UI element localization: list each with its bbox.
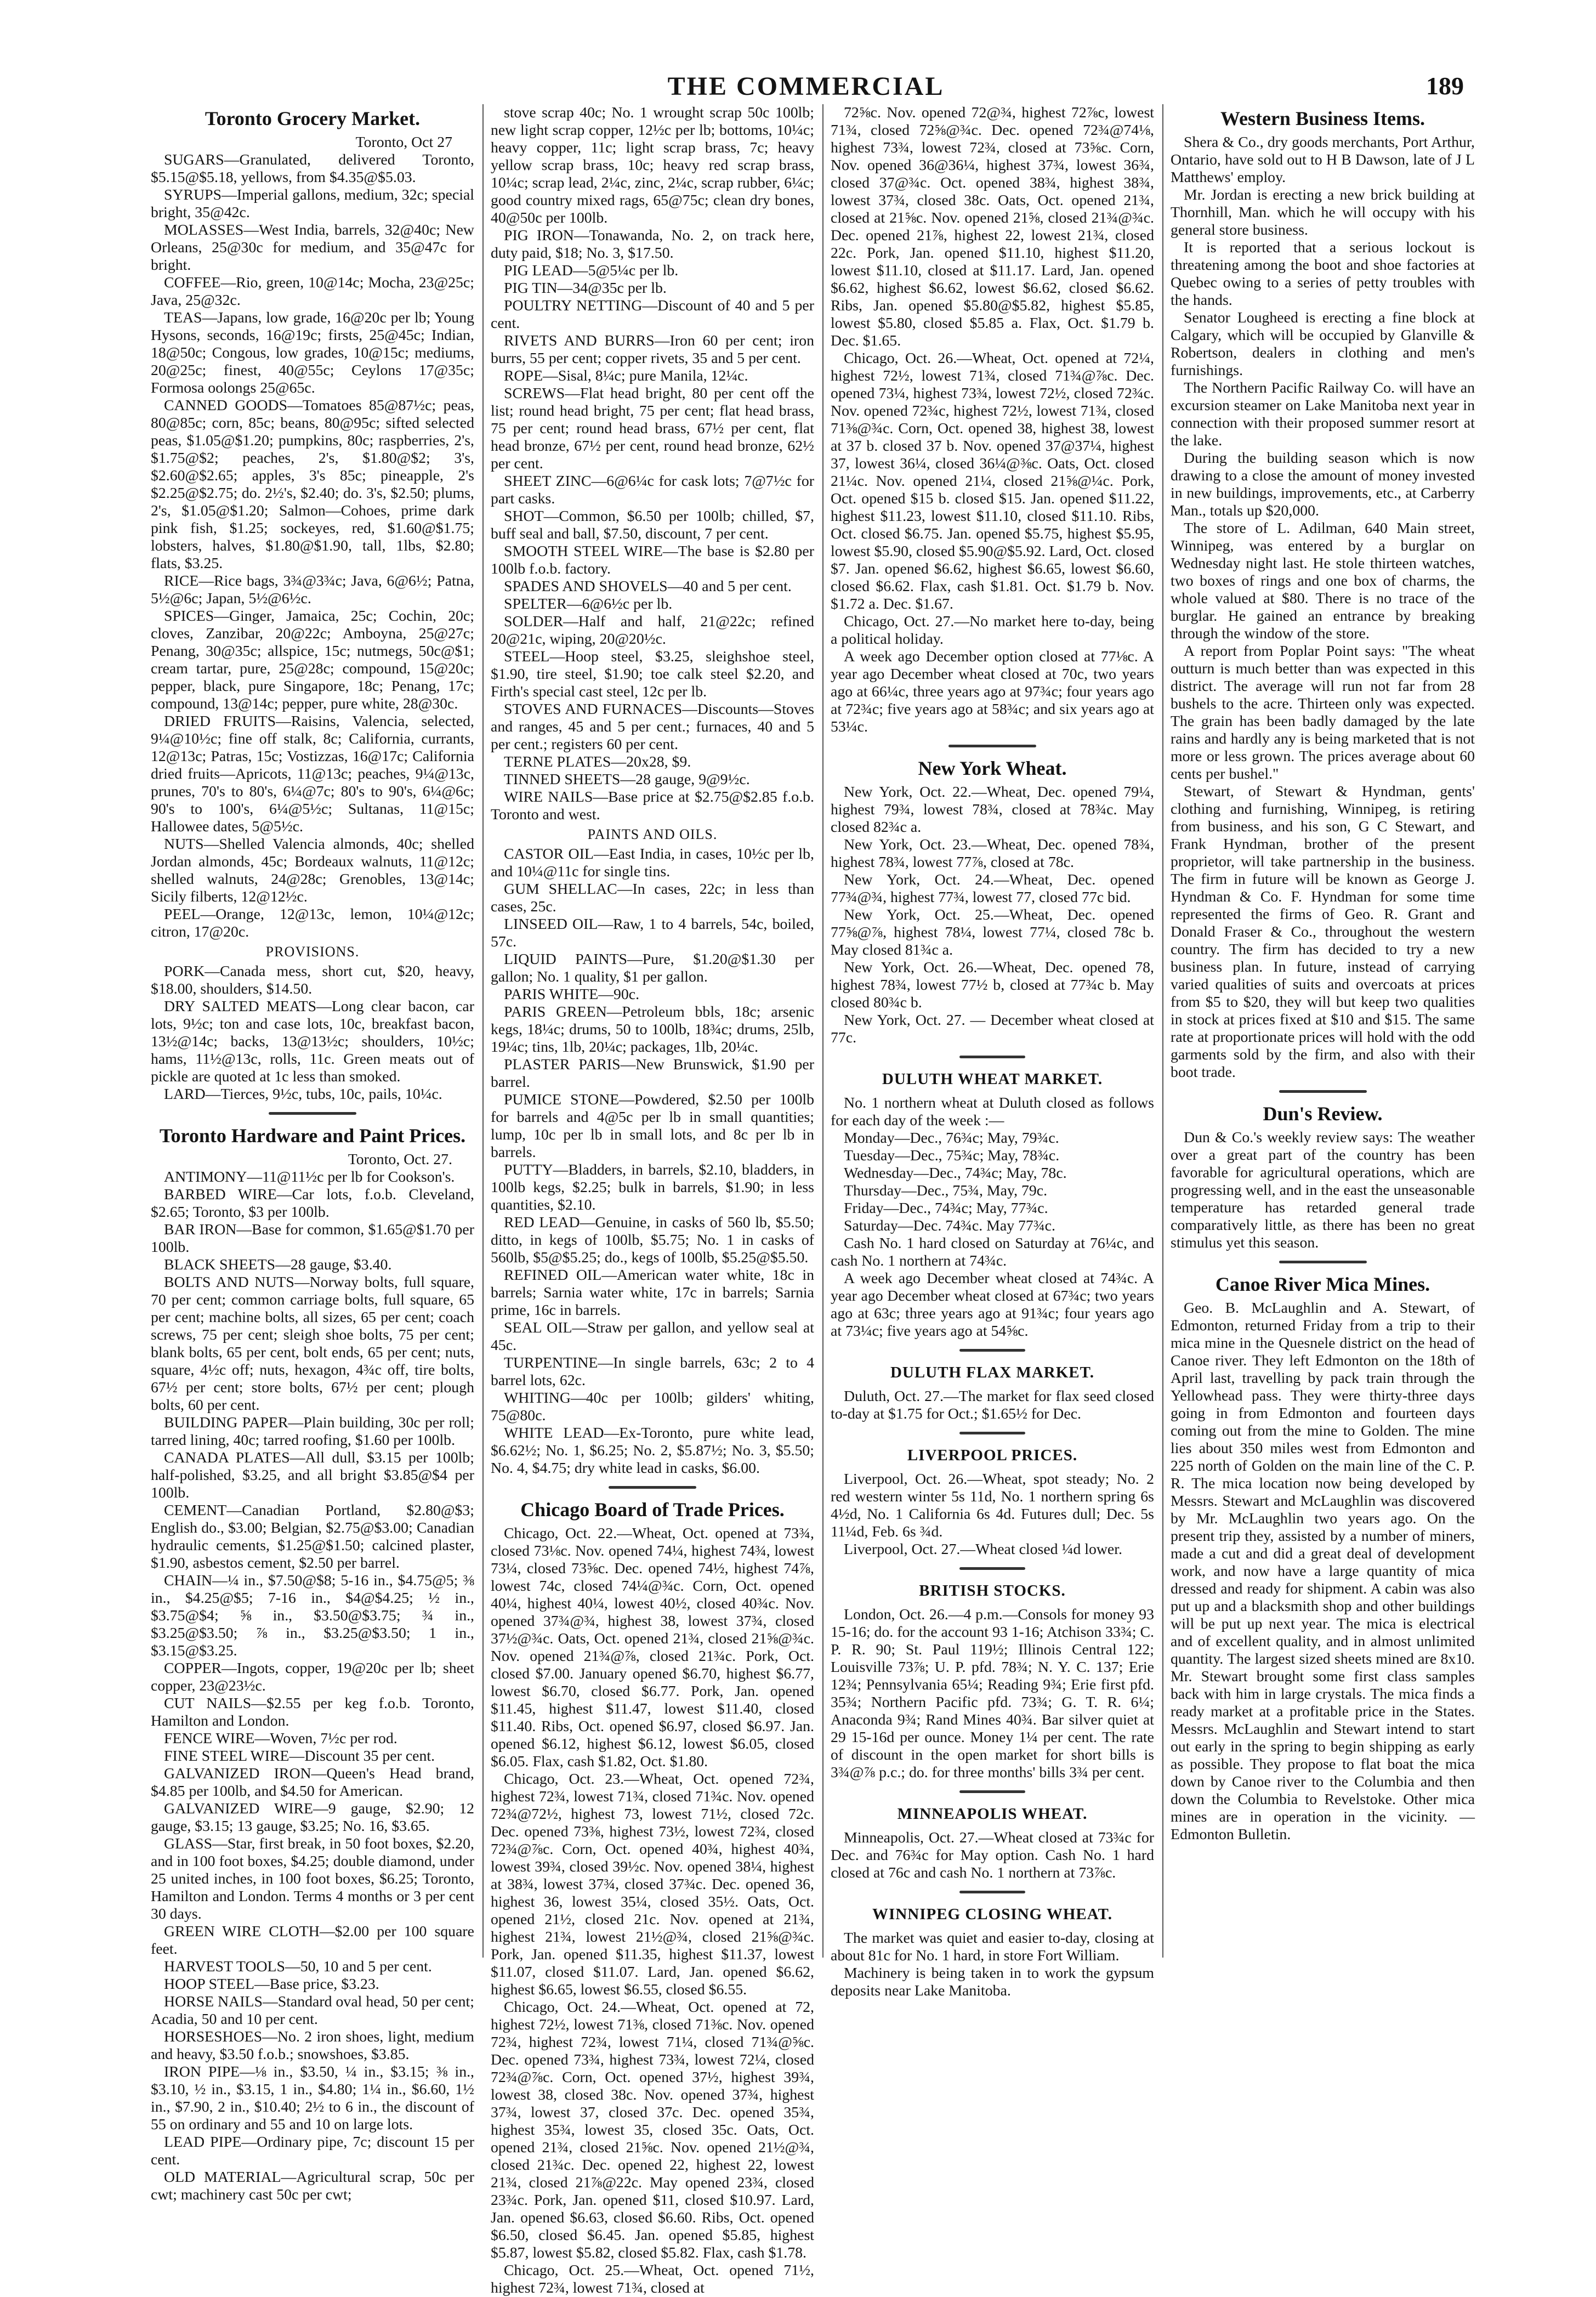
paragraph: CANNED GOODS—Tomatoes 85@87½c; peas, 80@85c; corn, 85c; beans, 80@95c; sifted selected peas, $1.05@$1.20; pumpkins, 80c; raspberries, 2's, $1.75@$2; peaches, 2's, $1.80@$2; 3's, $2.60@$2.65; apples, 3's 85c; pineapple, 2's $2.25@$2.75; do. 2½'s, $2.40; do. 3's, $2.50; plums, 2's, $1.05@$1.20; Salmon—Cohoes, prime dark pink fish, $1.25; sockeyes, red, $1.60@$1.75; lobsters, halves, $1.80@$1.90, tall, 1lbs, $2.80; flats, $3.25. (151, 397, 474, 572)
paragraph: SMOOTH STEEL WIRE—The base is $2.80 per 100lb f.o.b. factory. (491, 543, 814, 577)
sub-heading: PAINTS AND OILS. (587, 826, 718, 842)
paragraph: MOLASSES—West India, barrels, 32@40c; New Orleans, 25@30c for medium, and 35@47c for bright. (151, 222, 474, 274)
sub-heading: PROVISIONS. (265, 944, 360, 960)
paragraph: HOOP STEEL—Base price, $3.23. (164, 1976, 379, 1993)
column-rule (822, 104, 823, 1958)
paragraph: LINSEED OIL—Raw, 1 to 4 barrels, 54c, boiled, 57c. (491, 916, 814, 950)
paragraph: It is reported that a serious lockout is threatening among the boot and shoe factories at Quebec owing to a series of petty troubles with the hands. (1171, 239, 1475, 309)
paragraph: HORSESHOES—No. 2 iron shoes, light, medium and heavy, $3.50 f.o.b.; snowshoes, $3.85. (151, 2028, 474, 2063)
paragraph: London, Oct. 26.—4 p.m.—Consols for money 93 15-16; do. for the account 93 1-16; Atchison 33¾; C. P. R. 90; St. Paul 119½; Illinois Central 122; Louisville 73⅞; U. P. pfd. 78¾; N. Y. C. 137; Erie 12¾; Pennsylvania 65¼; Reading 9¾; Erie first pfd. 35¾; Northern Pacific pfd. 73¾; G. T. R. 6¼; Anaconda 9¾; Rand Mines 40¾. Bar silver quiet at 29 15-16d per ounce. Money 1¼ per cent. The rate of discount in the open market for short bills is 3¾@⅞ p.c.; do. for three months' bills 3¾ per cent. (831, 1606, 1154, 1781)
paragraph: WHITE LEAD—Ex-Toronto, pure white lead, $6.62½; No. 1, $6.25; No. 2, $5.87½; No. 3, $5.50; No. 4, $4.75; dry white lead in casks, $6.00. (491, 1425, 814, 1477)
article-body (831, 784, 1154, 1047)
paragraph: TEAS—Japans, low grade, 16@20c per lb; Young Hysons, seconds, 16@19c; firsts, 25@45c; Indian, 18@50c; Congous, low grades, 10@15c; mediums, 20@25c; finest, 40@55c; Ceylons 17@35c; Formosa oolongs 25@65c. (151, 309, 474, 396)
paragraph: HORSE NAILS—Standard oval head, 50 per cent; Acadia, 50 and 10 per cent. (151, 1993, 474, 2028)
paragraph: Machinery is being taken in to work the gypsum deposits near Lake Manitoba. (831, 1965, 1154, 1999)
paragraph: HARVEST TOOLS—50, 10 and 5 per cent. (164, 1958, 432, 1975)
paragraph: BARBED WIRE—Car lots, f.o.b. Cleveland, $2.65; Toronto, $3 per 100lb. (151, 1186, 474, 1221)
paragraph: PLASTER PARIS—New Brunswick, $1.90 per barrel. (491, 1056, 814, 1091)
paragraph: CEMENT—Canadian Portland, $2.80@$3; English do., $3.00; Belgian, $2.75@$3.00; Canadian hydraulic cements, $1.25@$1.50; calcined plaster, $1.90, asbestos cement, $2.50 per barrel. (151, 1502, 474, 1572)
paragraph: STOVES AND FURNACES—Discounts—Stoves and ranges, 45 and 5 per cent.; furnaces, 40 and 5 per cent.; registers 60 per cent. (491, 701, 814, 753)
paragraph: SHEET ZINC—6@6¼c for cask lots; 7@7½c for part casks. (491, 473, 814, 507)
section-divider (959, 1790, 1025, 1793)
paragraph: The Northern Pacific Railway Co. will have an excursion steamer on Lake Manitoba next year in connection with their proposed summer resort at the lake. (1171, 379, 1475, 449)
article-body (491, 846, 814, 1477)
paragraph: TURPENTINE—In single barrels, 63c; 2 to 4 barrel lots, 62c. (491, 1354, 814, 1389)
article-body (831, 1388, 1154, 1423)
article-body (151, 1169, 474, 2204)
paragraph: CUT NAILS—$2.55 per keg f.o.b. Toronto, Hamilton and London. (151, 1695, 474, 1729)
paragraph: SYRUPS—Imperial gallons, medium, 32c; special bright, 35@42c. (151, 186, 474, 221)
paragraph: PEEL—Orange, 12@13c, lemon, 10¼@12c; citron, 17@20c. (151, 906, 474, 940)
paragraph: Friday—Dec., 74¾c; May, 77¾c. (844, 1200, 1048, 1217)
article-title: Canoe River Mica Mines. (1215, 1273, 1430, 1295)
paragraph: Liverpool, Oct. 26.—Wheat, spot steady; No. 2 red western winter 5s 11d, No. 1 northern spring 6s 4½d, No. 1 California 6s 4d. Futures dull; Dec. 5s 11¼d, Feb. 6s ¾d. (831, 1471, 1154, 1540)
paragraph: GLASS—Star, first break, in 50 foot boxes, $2.20, and in 100 foot boxes, $4.25; double diamond, under 25 united inches, in 100 foot boxes, $6.25; Toronto, Hamilton and London. Terms 4 months or 3 per cent 30 days. (151, 1835, 474, 1922)
paragraph: BUILDING PAPER—Plain building, 30c per roll; tarred lining, 40c; tarred roofing, $1.60 per 100lb. (151, 1414, 474, 1449)
paragraph: LARD—Tierces, 9½c, tubs, 10c, pails, 10¼c. (164, 1086, 442, 1103)
section-divider (948, 745, 1036, 747)
paragraph: New York, Oct. 27. — December wheat closed at 77c. (831, 1012, 1154, 1046)
paragraph: 72⅝c. Nov. opened 72@¾, highest 72⅞c, lowest 71¾, closed 72⅝@¾c. Dec. opened 72¾@74⅛, highest 73¾, lowest 72¾, closed at 73⅝c. Corn, Nov. opened 36@36¼, highest 37¾, lowest 36¾, closed 37@¾c. Oct. opened 38¾, highest 38¾, lowest 37¾, closed 38c. Oats, Oct. opened 21¾, closed at 21⅝c. Nov. opened 21⅝, closed 21¾@¾c. Dec. opened 21⅞, highest 22, lowest 21¾, closed 22c. Pork, Jan. opened $11.10, highest $11.20, lowest $11.10, closed at $11.17. Lard, Jan. opened $6.62, highest $6.62, lowest $6.62, closed $6.62. Ribs, Jan. opened $5.80@$5.82, highest $5.85, lowest $5.80, closed $5.85 a. Flax, Oct. $1.79 b. Dec. $1.65. (831, 104, 1154, 349)
article-title: DULUTH FLAX MARKET. (890, 1364, 1095, 1381)
paragraph: PUMICE STONE—Powdered, $2.50 per 100lb for barrels and 4@5c per lb in small quantities; lump, 10c per lb in small lots, and 8c per lb in barrels. (491, 1091, 814, 1161)
paragraph: stove scrap 40c; No. 1 wrought scrap 50c 100lb; new light scrap copper, 12½c per lb; bottoms, 10¼c; heavy copper, 11c; light scrap brass, 7c; heavy yellow scrap brass, 10c; heavy red scrap brass, 10¼c; scrap lead, 2¼c, zinc, 2¼c, scrap rubber, 6¼c; good country mixed rags, 65@75c; clean dry bones, 40@50c per 100lb. (491, 104, 814, 226)
paragraph: DRIED FRUITS—Raisins, Valencia, selected, 9¼@10½c; fine off stalk, 8c; California, currants, 12@13c; Patras, 15c; Vostizzas, 16@17c; California dried fruits—Apricots, 11@13c; peaches, 9¼@13c, prunes, 70's to 80's, 6¼@7c; 80's to 90's, 6¼@6c; 90's to 100's, 6¼@5½c; Sultanas, 11@15c; Hallowee dates, 5@5½c. (151, 713, 474, 835)
section-divider (1279, 1090, 1367, 1093)
paragraph: PARIS WHITE—90c. (504, 986, 640, 1003)
paragraph: No. 1 northern wheat at Duluth closed as follows for each day of the week :— (831, 1094, 1154, 1129)
paragraph: NUTS—Shelled Valencia almonds, 40c; shelled Jordan almonds, 45c; Bordeaux walnuts, 11@12c; shelled walnuts, 24@28c; Grenobles, 13@14c; Sicily filberts, 12@12½c. (151, 836, 474, 905)
paragraph: Liverpool, Oct. 27.—Wheat closed ¼d lower. (844, 1541, 1122, 1558)
paragraph: PUTTY—Bladders, in barrels, $2.10, bladders, in 100lb kegs, $2.25; bulk in barrels, $1.90; in less quantities, $2.10. (491, 1161, 814, 1213)
paragraph: Senator Lougheed is erecting a fine block at Calgary, which will be occupied by Glanville & Robertson, dealers in clothing and men's furnishings. (1171, 309, 1475, 379)
paragraph: CANADA PLATES—All dull, $3.15 per 100lb; half-polished, $3.25, and all bright $3.85@$4 per 100lb. (151, 1449, 474, 1501)
article-title: New York Wheat. (918, 757, 1067, 779)
article-body (491, 104, 814, 824)
paragraph: FINE STEEL WIRE—Discount 35 per cent. (164, 1748, 435, 1765)
paragraph: Tuesday—Dec., 75¾c; May, 78¾c. (844, 1147, 1060, 1164)
paragraph: IRON PIPE—⅛ in., $3.50, ¼ in., $3.15; ⅜ in., $3.10, ½ in., $3.15, 1 in., $4.80; 1¼ in., $6.60, 1½ in., $7.90, 2 in., $10.40; 2½ to 6 in., the discount of 55 on ordinary and 55 and 10 on large lots. (151, 2063, 474, 2133)
paragraph: COFFEE—Rio, green, 10@14c; Mocha, 23@25c; Java, 25@32c. (151, 274, 474, 309)
paragraph: PIG LEAD—5@5¼c per lb. (504, 262, 679, 279)
section-divider (269, 1112, 356, 1115)
paragraph: FENCE WIRE—Woven, 7½c per rod. (164, 1730, 397, 1747)
article-body (831, 1606, 1154, 1782)
article-body (151, 963, 474, 1103)
paragraph: Wednesday—Dec., 74¾c; May, 78c. (844, 1165, 1067, 1182)
paragraph: RICE—Rice bags, 3¾@3¾c; Java, 6@6½; Patna, 5½@6c; Japan, 5½@6½c. (151, 572, 474, 607)
paragraph: Chicago, Oct. 26.—Wheat, Oct. opened at 72¼, highest 72½, lowest 71¾, closed 71¾@⅞c. Dec. opened 73¼, highest 73¾, lowest 72½, closed 72¾c. Nov. opened 72¾c, highest 72½, lowest 71¾, closed 71⅜@¾c. Corn, Oct. opened 38, highest 38, lowest at 37 b. closed 37 b. Nov. opened 37@37¼, highest 37, lowest 36¼, closed 36¼@⅜c. Oats, Oct. closed 21¼c. Nov. opened 21¼, closed 21⅝@¼c. Pork, Oct. opened $15 b. closed $15. Jan. opened $11.22, highest $11.23, lowest $11.10, closed $11.10. Ribs, Oct. closed $6.75. Jan. opened $5.75, highest $5.95, lowest $5.90, closed $5.90@$5.92. Lard, Oct. closed $7. Jan. opened $6.62, highest $6.65, lowest $6.60, closed $6.62. Flax, cash $1.81. Oct. $1.79 b. Nov. $1.72 a. Dec. $1.67. (831, 350, 1154, 612)
section-divider (959, 1891, 1025, 1893)
paragraph: REFINED OIL—American water white, 18c in barrels; Sarnia water white, 17c in barrels; Sarnia prime, 16c in barrels. (491, 1267, 814, 1319)
paragraph: BOLTS AND NUTS—Norway bolts, full square, 70 per cent; common carriage bolts, full square, 65 per cent; machine bolts, all sizes, 65 per cent; coach screws, 75 per cent; sleigh shoe bolts, 75 per cent; blank bolts, 65 per cent, bolt ends, 65 per cent; nuts, square, 4½c off; nuts, hexagon, 4¾c off, tire bolts, 67½ per cent; store bolts, 67½ per cent; plough bolts, 60 per cent. (151, 1274, 474, 1414)
paragraph: Shera & Co., dry goods merchants, Port Arthur, Ontario, have sold out to H B Dawson, late of J L Matthews' employ. (1171, 134, 1475, 186)
article-title: Toronto Grocery Market. (205, 107, 421, 129)
paragraph: TERNE PLATES—20x28, $9. (504, 753, 691, 770)
column-rule (482, 104, 484, 1958)
paragraph: ANTIMONY—11@11½c per lb for Cookson's. (164, 1169, 455, 1186)
paragraph: Chicago, Oct. 24.—Wheat, Oct. opened at 72, highest 72½, lowest 71⅜, closed 71⅜c. Nov. opened 72¾, highest 72¾, lowest 71¼, closed 71¾@⅝c. Dec. opened 73¾, highest 73¾, lowest 72¼, closed 72¾@⅞c. Corn, Oct. opened 37½, highest 39¾, lowest 38, closed 38c. Nov. opened 37¾, highest 37¾, lowest 37, closed 37c. Dec. opened 35¾, highest 35¾, lowest 35, closed 35c. Oats, Oct. opened 21¾, closed 21⅝c. Nov. opened 21½@¾, closed 21¾c. Dec. opened 22, highest 22, lowest 21¾, closed 21⅞@22c. May opened 23¾, closed 23¾c. Pork, Jan. opened $11, closed $10.97. Lard, Jan. opened $6.63, closed $6.60. Ribs, Oct. opened $6.50, closed $6.45. Jan. opened $5.85, highest $5.87, lowest $5.82, closed $5.82. Flax, cash $1.78. (491, 1999, 814, 2261)
paragraph: SEAL OIL—Straw per gallon, and yellow seal at 45c. (491, 1319, 814, 1354)
section-divider (959, 1349, 1025, 1352)
section-divider (609, 1486, 696, 1489)
paragraph: GALVANIZED WIRE—9 gauge, $2.90; 12 gauge, $3.15; 13 gauge, $3.25; No. 16, $3.65. (151, 1800, 474, 1835)
paragraph: WIRE NAILS—Base price at $2.75@$2.85 f.o.b. Toronto and west. (491, 789, 814, 823)
column-rule (1162, 104, 1163, 1958)
paragraph: WHITING—40c per 100lb; gilders' whiting, 75@80c. (491, 1389, 814, 1424)
paragraph: SPELTER—6@6½c per lb. (504, 595, 673, 612)
article-title: Western Business Items. (1220, 107, 1425, 129)
page-number: 189 (1426, 72, 1464, 100)
paragraph: Saturday—Dec. 74¾c. May 77¾c. (844, 1217, 1055, 1234)
paragraph: Stewart, of Stewart & Hyndman, gents' clothing and furnishing, Winnipeg, is retiring from business, and his son, G C Stewart, and Frank Hyndman, brother of the present proprietor, will take partnership in the business. The firm in future will be known as George J. Hyndman & Co. F. Hyndman for some time represented the firms of Geo. R. Grant and Donald Fraser & Co., throughout the western country. The firm has decided to try a new business plan. In future, instead of carrying varied qualities of suits and overcoats at prices from $5 to $20, they will but keep two qualities in stock at prices fixed at $10 and $15. The same rate at proportionate prices will hold with the odd garments sold by the firm, and also with their boot trade. (1171, 783, 1475, 1081)
paragraph: Chicago, Oct. 25.—Wheat, Oct. opened 71½, highest 72¾, lowest 71¾, closed at (491, 2262, 814, 2296)
paragraph: Chicago, Oct. 27.—No market here to-day, being a political holiday. (831, 613, 1154, 648)
section-divider (1279, 1261, 1367, 1263)
dateline: Toronto, Oct 27 (355, 134, 452, 151)
article-title: Dun's Review. (1263, 1103, 1383, 1125)
paragraph: Minneapolis, Oct. 27.—Wheat closed at 73¾c for Dec. and 76¾c for May option. Cash No. 1 hard closed at 76c and cash No. 1 northern at 73⅞c. (831, 1829, 1154, 1881)
paragraph: New York, Oct. 23.—Wheat, Dec. opened 78¾, highest 78¾, lowest 77⅞, closed at 78c. (831, 836, 1154, 871)
article-body (831, 1930, 1154, 2000)
paragraph: PORK—Canada mess, short cut, $20, heavy, $18.00, shoulders, $14.50. (151, 963, 474, 997)
article-title: WINNIPEG CLOSING WHEAT. (872, 1905, 1112, 1923)
paragraph: A week ago December option closed at 77⅛c. A year ago December wheat closed at 70c, two years ago at 66¼c, three years ago at 97¾c; four years ago at 72¾c; five years ago at 58¾c; and six years ago at 53¼c. (831, 648, 1154, 735)
paragraph: Thursday—Dec., 75¾, May, 79c. (844, 1182, 1048, 1199)
paragraph: SCREWS—Flat head bright, 80 per cent off the list; round head bright, 75 per cent; flat head brass, 75 per cent; round head brass, 67½ per cent, flat head bronze, 67½ per cent, round head bronze, 62½ per cent. (491, 385, 814, 472)
article-body (831, 1471, 1154, 1558)
masthead: THE COMMERCIAL (667, 72, 945, 101)
paragraph: RIVETS AND BURRS—Iron 60 per cent; iron burrs, 55 per cent; copper rivets, 35 and 5 per cent. (491, 332, 814, 367)
paragraph: TINNED SHEETS—28 gauge, 9@9½c. (504, 771, 750, 788)
article-body (1171, 1129, 1475, 1252)
paragraph: Cash No. 1 hard closed on Saturday at 76¼c, and cash No. 1 northern at 74¾c. (831, 1235, 1154, 1269)
paragraph: BAR IRON—Base for common, $1.65@$1.70 per 100lb. (151, 1221, 474, 1256)
paragraph: Geo. B. McLaughlin and A. Stewart, of Edmonton, returned Friday from a trip to their mica mine in the Quesnele district on the head of Canoe river. They left Edmonton on the 18th of April last, travelling by pack train through the Yellowhead pass. They were thirty-three days going in from Edmonton and fourteen days coming out from the mine to Golden. The mine lies about 350 miles west from Edmonton and 225 north of Golden on the main line of the C. P. R. The mica location now being developed by Messrs. Stewart and McLaughlin was discovered by Mr. McLaughlin two years ago. On the present trip they, assisted by a number of miners, made a cut and did a great deal of development work, and now have a large quantity of mica dressed and ready for shipment. A cabin was also put up and a blacksmith shop and other buildings will be put up next year. The mica is electrical and of excellent quality, and in almost unlimited quantity. The largest sized sheets mined are 8x10. Mr. Stewart brought some first class samples back with him in large crystals. The mica finds a ready market at a profitable price in the States. Messrs. McLaughlin and Stewart intend to start out early in the spring to begin shipping as early as possible. They propose to flat boat the mica down by Canoe river to the Columbia and then down the Columbia to Revelstoke. Other mica mines are in operation in the vicinity. —Edmonton Bulletin. (1171, 1300, 1475, 1843)
column-1 (151, 104, 474, 2203)
paragraph: SPICES—Ginger, Jamaica, 25c; Cochin, 20c; cloves, Zanzibar, 20@22c; Amboyna, 25@27c; Penang, 30@35c; allspice, 15c; nutmegs, 50c@$1; cream tartar, pure, 25@28c; compound, 15@20c; pepper, black, pure Singapore, 18c; Penang, 17c; compound, 13@14c; pepper, pure white, 28@30c. (151, 608, 474, 712)
paragraph: PIG IRON—Tonawanda, No. 2, on track here, duty paid, $18; No. 3, $17.50. (491, 227, 814, 262)
paragraph: CHAIN—¼ in., $7.50@$8; 5-16 in., $4.75@5; ⅜ in., $4.25@$5; 7-16 in., $4@$4.25; ½ in., $3.75@$4; ⅝ in., $3.50@$3.75; ¾ in., $3.25@$3.50; ⅞ in., $3.25@$3.50; 1 in., $3.15@$3.25. (151, 1572, 474, 1659)
paragraph: A week ago December wheat closed at 74¾c. A year ago December wheat closed at 67¾c; two years ago at 63c; three years ago at 91¾c; four years ago at 73¼c; five years ago at 54⅝c. (831, 1270, 1154, 1340)
paragraph: Monday—Dec., 76¾c; May, 79¾c. (844, 1130, 1059, 1147)
paragraph: LEAD PIPE—Ordinary pipe, 7c; discount 15 per cent. (151, 2134, 474, 2168)
column-4 (1171, 104, 1475, 1969)
paragraph: POULTRY NETTING—Discount of 40 and 5 per cent. (491, 297, 814, 332)
column-3 (831, 104, 1154, 1999)
article-body (831, 1235, 1154, 1340)
paragraph: Dun & Co.'s weekly review says: The weather over a great part of the country has been favorable for agricultural operations, which are progressing well, and in the east the unseasonable temperature has retarded general trade comparatively little, as there has been no great stimulus yet this season. (1171, 1129, 1475, 1251)
paragraph: Chicago, Oct. 23.—Wheat, Oct. opened 72¾, highest 72¾, lowest 71¾, closed 71¾c. Nov. opened 72¾@72½, highest 73, lowest 71½, closed 72c. Dec. opened 73⅜, highest 73½, lowest 72¾, closed 72¾@⅞c. Corn, Oct. opened 40¾, highest 40¾, lowest 39¾, closed 39½c. Nov. opened 38¼, highest at 38¾, lowest 37¾, closed 37¾c. Dec. opened 36, highest 36, lowest 35¼, closed 35½. Oats, Oct. opened 21½, closed 21c. Nov. opened at 21¾, highest 21¾, lowest 21½@¾, closed 21⅝@¾c. Pork, Jan. opened $11.35, highest $11.37, lowest $11.07, closed $11.07. Lard, Jan. opened $6.62, highest $6.65, lowest $6.55, closed $6.55. (491, 1771, 814, 1998)
paragraph: New York, Oct. 22.—Wheat, Dec. opened 79¼, highest 79¾, lowest 78¾, closed at 78¾c. May closed 82¾c a. (831, 784, 1154, 836)
paragraph: OLD MATERIAL—Agricultural scrap, 50c per cwt; machinery cast 50c per cwt; (151, 2169, 474, 2203)
section-divider (959, 1567, 1025, 1570)
paragraph: SHOT—Common, $6.50 per 100lb; chilled, $7, buff seal and ball, $7.50, discount, 7 per cent. (491, 508, 814, 542)
article-body (831, 104, 1154, 736)
article-title: LIVERPOOL PRICES. (907, 1447, 1078, 1464)
paragraph: Chicago, Oct. 22.—Wheat, Oct. opened at 73¾, closed 73⅛c. Nov. opened 74¼, highest 74¾, lowest 73¼, closed 73⅝c. Dec. opened 74½, highest 74⅞, lowest 74c, closed 74¼@¾c. Corn, Oct. opened 40¼, highest 40¼, lowest 40½, closed 40¾c. Nov. opened 37¾@¾, highest 38, lowest 37¾, closed 37½@¾c. Oats, Oct. opened 21¾, closed 21⅝@¾c. Nov. opened 21¾@⅞, closed 21¾c. Pork, Oct. closed $7.00. January opened $6.70, highest $6.77, lowest $6.70, closed $6.77. Pork, Jan. opened $11.45, highest $11.47, lowest $11.40, closed $11.40. Ribs, Oct. opened $6.97, closed $6.97. Jan. opened $6.12, highest $6.12, lowest $6.05, closed $6.05. Flax, cash $1.82, Oct. $1.80. (491, 1525, 814, 1770)
paragraph: GALVANIZED IRON—Queen's Head brand, $4.85 per 100lb, and $4.50 for American. (151, 1765, 474, 1800)
paragraph: ROPE—Sisal, 8¼c; pure Manila, 12¼c. (504, 367, 748, 384)
paragraph: BLACK SHEETS—28 gauge, $3.40. (164, 1256, 392, 1273)
article-title: Toronto Hardware and Paint Prices. (159, 1125, 466, 1147)
article-title: BRITISH STOCKS. (919, 1582, 1066, 1600)
paragraph: LIQUID PAINTS—Pure, $1.20@$1.30 per gallon; No. 1 quality, $1 per gallon. (491, 951, 814, 985)
paragraph: STEEL—Hoop steel, $3.25, sleighshoe steel, $1.90, tire steel, $1.90; toe calk steel $2.20, and Firth's special cast steel, 12c per lb. (491, 648, 814, 700)
article-title: Chicago Board of Trade Prices. (520, 1499, 785, 1521)
article-body (831, 1130, 1154, 1235)
paragraph: The market was quiet and easier to-day, closing at about 81c for No. 1 hard, in store Fort William. (831, 1930, 1154, 1964)
paragraph: PARIS GREEN—Petroleum bbls, 18c; arsenic kegs, 18¼c; drums, 50 to 100lb, 18¾c; drums, 25lb, 19¼c; tins, 1lb, 20¼c; packages, 1lb, 20¼c. (491, 1003, 814, 1056)
dateline: Toronto, Oct. 27. (348, 1151, 452, 1168)
paragraph: The store of L. Adilman, 640 Main street, Winnipeg, was entered by a burglar on Wednesday night last. He stole thirteen watches, two boxes of rings and one box of charms, the whole valued at $80. There is no trace of the burglar. He gained an entrance by breaking through the window of the store. (1171, 520, 1475, 642)
article-body (491, 1525, 814, 2297)
article-body (1171, 1300, 1475, 1844)
paragraph: GUM SHELLAC—In cases, 22c; in less than cases, 25c. (491, 881, 814, 915)
paragraph: SUGARS—Granulated, delivered Toronto, $5.15@$5.18, yellows, from $4.35@$5.03. (151, 151, 474, 186)
column-2 (491, 104, 814, 2296)
paragraph: During the building season which is now drawing to a close the amount of money invested in new buildings, improvements, etc., at Carberry Man., totals up $20,000. (1171, 450, 1475, 519)
paragraph: A report from Poplar Point says: "The wheat outturn is much better than was expected in this district. The average will run not far from 28 bushels to the acre. Thirteen only was expected. The grain has been badly damaged by the late rains and hardly any is being marketed that is not more or less grown. The prices average about 60 cents per bushel." (1171, 643, 1475, 782)
article-title: DULUTH WHEAT MARKET. (882, 1070, 1103, 1088)
section-divider (959, 1056, 1025, 1058)
paragraph: New York, Oct. 24.—Wheat, Dec. opened 77¾@¾, highest 77¾, lowest 77, closed 77c bid. (831, 871, 1154, 906)
paragraph: PIG TIN—34@35c per lb. (504, 280, 667, 297)
paragraph: SOLDER—Half and half, 21@22c; refined 20@21c, wiping, 20@20½c. (491, 613, 814, 648)
paragraph: DRY SALTED MEATS—Long clear bacon, car lots, 9½c; ton and case lots, 10c, breakfast bacon, 13½@14c; backs, 13@13½c; shoulders, 10½c; hams, 11½@13c, rolls, 11c. Green meats out of pickle are quoted at 1c less than smoked. (151, 998, 474, 1085)
paragraph: GREEN WIRE CLOTH—$2.00 per 100 square feet. (151, 1923, 474, 1958)
paragraph: New York, Oct. 25.—Wheat, Dec. opened 77⅝@⅞, highest 78¼, lowest 77¼, closed 78c b. May closed 81¾c a. (831, 906, 1154, 958)
article-body (831, 1829, 1154, 1882)
paragraph: New York, Oct. 26.—Wheat, Dec. opened 78, highest 78¾, lowest 77½ b, closed at 77¾c b. May closed 80¾c b. (831, 959, 1154, 1011)
paragraph: COPPER—Ingots, copper, 19@20c per lb; sheet copper, 23@23½c. (151, 1660, 474, 1694)
paragraph: SPADES AND SHOVELS—40 and 5 per cent. (504, 578, 792, 595)
article-title: MINNEAPOLIS WHEAT. (897, 1805, 1088, 1823)
paragraph: Duluth, Oct. 27.—The market for flax seed closed to-day at $1.75 for Oct.; $1.65½ for Dec. (831, 1388, 1154, 1422)
article-body (151, 151, 474, 941)
paragraph: Mr. Jordan is erecting a new brick building at Thornhill, Man. which he will occupy with his general store business. (1171, 186, 1475, 239)
paragraph: CASTOR OIL—East India, in cases, 10½c per lb, and 10¼@11c for single tins. (491, 846, 814, 880)
article-body (1171, 134, 1475, 1081)
paragraph: RED LEAD—Genuine, in casks of 560 lb, $5.50; ditto, in kegs of 100lb, $5.75; No. 1 in casks of 560lb, $5@$5.25; do., kegs of 100lb, $5.25@$5.50. (491, 1214, 814, 1266)
section-divider (959, 1432, 1025, 1434)
